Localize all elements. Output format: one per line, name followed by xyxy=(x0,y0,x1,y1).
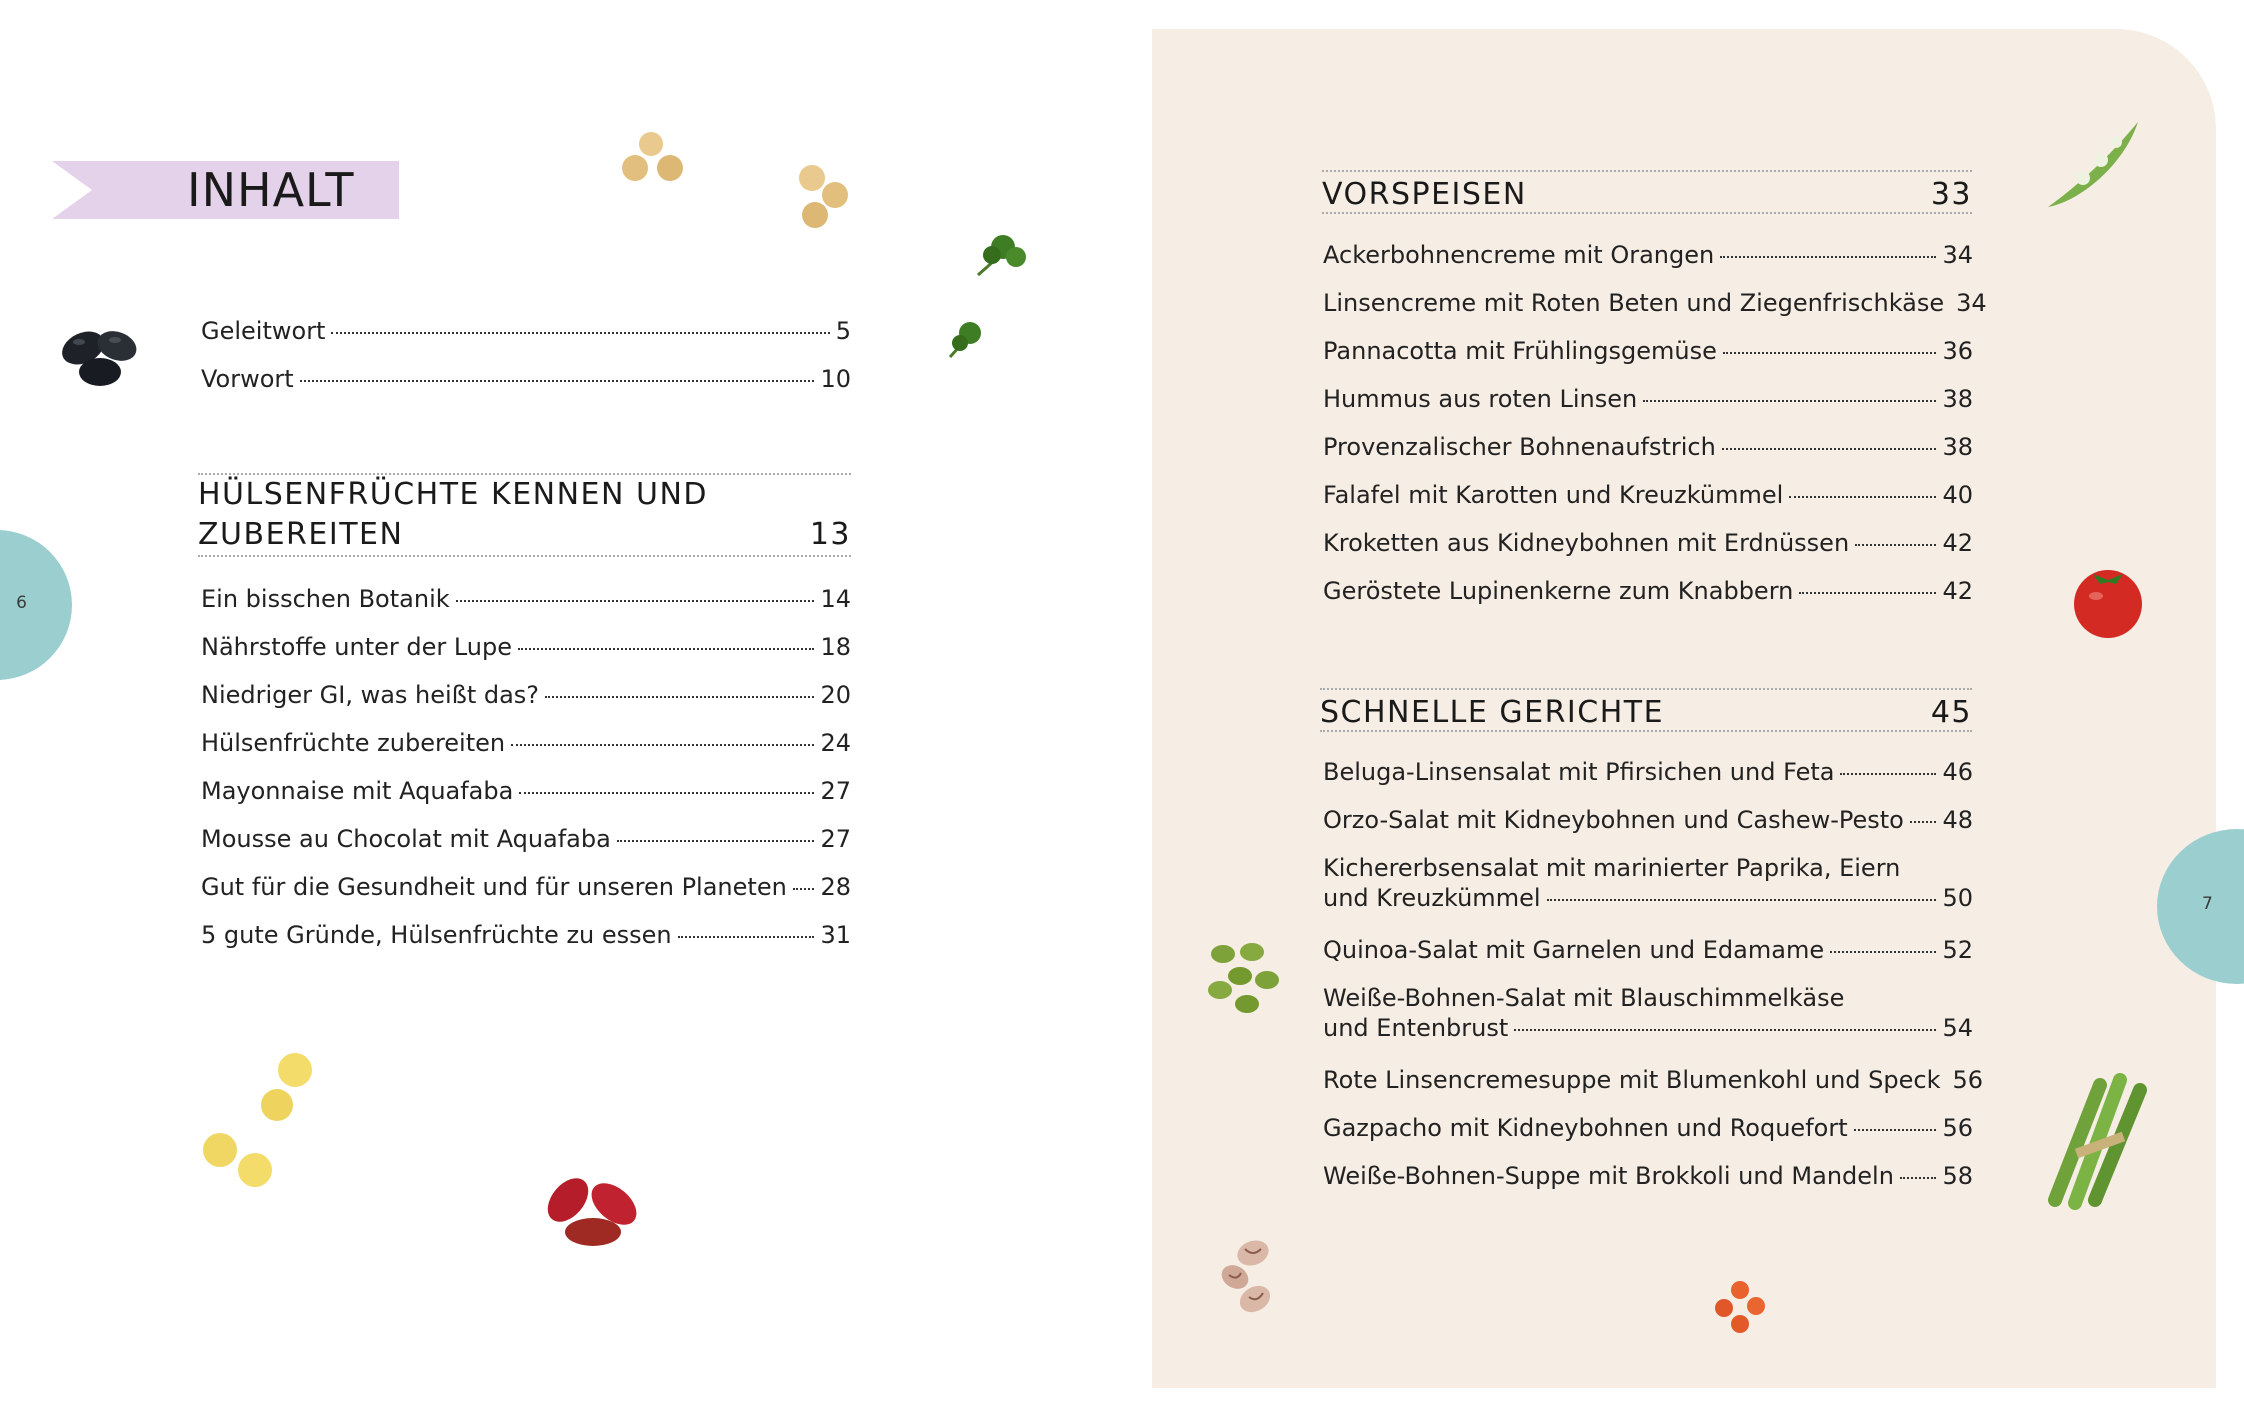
section-title: SCHNELLE GERICHTE xyxy=(1320,695,1665,730)
section-title: VORSPEISEN xyxy=(1322,177,1527,212)
page-title: INHALT xyxy=(187,163,355,217)
parsley-icon xyxy=(942,315,992,363)
toc-entry[interactable]: Hummus aus roten Linsen 38 xyxy=(1323,385,1973,413)
black-beans-icon xyxy=(55,320,150,395)
toc-entry[interactable]: Falafel mit Karotten und Kreuzkümmel 40 xyxy=(1323,481,1973,509)
section-heading-schnelle-gerichte[interactable] xyxy=(1320,688,1972,732)
toc-entry[interactable]: 5 gute Gründe, Hülsenfrüchte zu essen 31 xyxy=(201,921,851,949)
section-page: 13 xyxy=(809,517,851,552)
section-title-line1: HÜLSENFRÜCHTE KENNEN UND xyxy=(198,477,708,512)
section-heading-vorspeisen[interactable] xyxy=(1322,170,1972,214)
page-number-right: 7 xyxy=(2202,894,2213,914)
toc-entry[interactable]: Nährstoffe unter der Lupe 18 xyxy=(201,633,851,661)
parsley-icon xyxy=(968,225,1033,285)
toc-entry[interactable]: Mayonnaise mit Aquafaba 27 xyxy=(201,777,851,805)
pea-pod-icon xyxy=(2038,112,2148,222)
toc-entry[interactable]: Kroketten aus Kidneybohnen mit Erdnüssen 42 xyxy=(1323,529,1973,557)
toc-entry[interactable]: Gut für die Gesundheit und für unseren Planeten 28 xyxy=(201,873,851,901)
tomato-icon xyxy=(2068,560,2148,640)
chickpeas-icon xyxy=(790,160,855,235)
toc-entry[interactable]: Ackerbohnencreme mit Orangen 34 xyxy=(1323,241,1973,269)
yellow-lentils-icon xyxy=(195,1045,320,1190)
toc-entry[interactable]: Rote Linsencremesuppe mit Blumenkohl und Speck 56 xyxy=(1323,1066,1984,1094)
kidney-beans-icon xyxy=(538,1170,648,1255)
chickpeas-icon xyxy=(615,128,695,188)
toc-entry[interactable]: Gazpacho mit Kidneybohnen und Roquefort 56 xyxy=(1323,1114,1973,1142)
section-page: 33 xyxy=(1930,177,1972,212)
toc-entry[interactable]: Linsencreme mit Roten Beten und Ziegenfrischkäse 34 xyxy=(1323,289,1987,317)
section-entries xyxy=(201,585,851,969)
contents-banner xyxy=(52,161,399,219)
toc-entry[interactable]: Provenzalischer Bohnenaufstrich 38 xyxy=(1323,433,1973,461)
toc-entry[interactable]: Hülsenfrüchte zubereiten 24 xyxy=(201,729,851,757)
toc-entry[interactable]: Ein bisschen Botanik 14 xyxy=(201,585,851,613)
toc-entry[interactable]: Kichererbsensalat mit marinierter Paprika, Eiern und Kreuzkümmel 50 xyxy=(1323,854,1973,912)
toc-entry[interactable]: Niedriger GI, was heißt das? 20 xyxy=(201,681,851,709)
toc-entry[interactable]: Beluga-Linsensalat mit Pfirsichen und Feta 46 xyxy=(1323,758,1973,786)
schnelle-gerichte-entries xyxy=(1323,758,1984,1210)
intro-entries xyxy=(201,317,851,413)
borlotti-beans-icon xyxy=(1215,1235,1280,1320)
toc-entry[interactable]: Weiße-Bohnen-Salat mit Blauschimmelkäse und Entenbrust 54 xyxy=(1323,984,1973,1042)
toc-entry[interactable]: Quinoa-Salat mit Garnelen und Edamame 52 xyxy=(1323,936,1973,964)
toc-entry[interactable]: Pannacotta mit Frühlingsgemüse 36 xyxy=(1323,337,1973,365)
page-number-left: 6 xyxy=(16,593,27,613)
asparagus-icon xyxy=(2045,1055,2160,1210)
section-heading[interactable] xyxy=(198,473,851,557)
toc-entry[interactable]: Orzo-Salat mit Kidneybohnen und Cashew-Pesto 48 xyxy=(1323,806,1973,834)
toc-entry[interactable]: Geleitwort 5 xyxy=(201,317,851,345)
red-lentils-icon xyxy=(1710,1280,1770,1335)
toc-entry[interactable]: Vorwort 10 xyxy=(201,365,851,393)
toc-entry[interactable]: Mousse au Chocolat mit Aquafaba 27 xyxy=(201,825,851,853)
vorspeisen-entries xyxy=(1323,241,1987,625)
toc-entry[interactable]: Weiße-Bohnen-Suppe mit Brokkoli und Mandeln 58 xyxy=(1323,1162,1973,1190)
section-page: 45 xyxy=(1930,695,1972,730)
section-title-line2: ZUBEREITEN xyxy=(198,517,404,552)
mung-beans-icon xyxy=(1205,940,1285,1020)
toc-entry[interactable]: Geröstete Lupinenkerne zum Knabbern 42 xyxy=(1323,577,1973,605)
